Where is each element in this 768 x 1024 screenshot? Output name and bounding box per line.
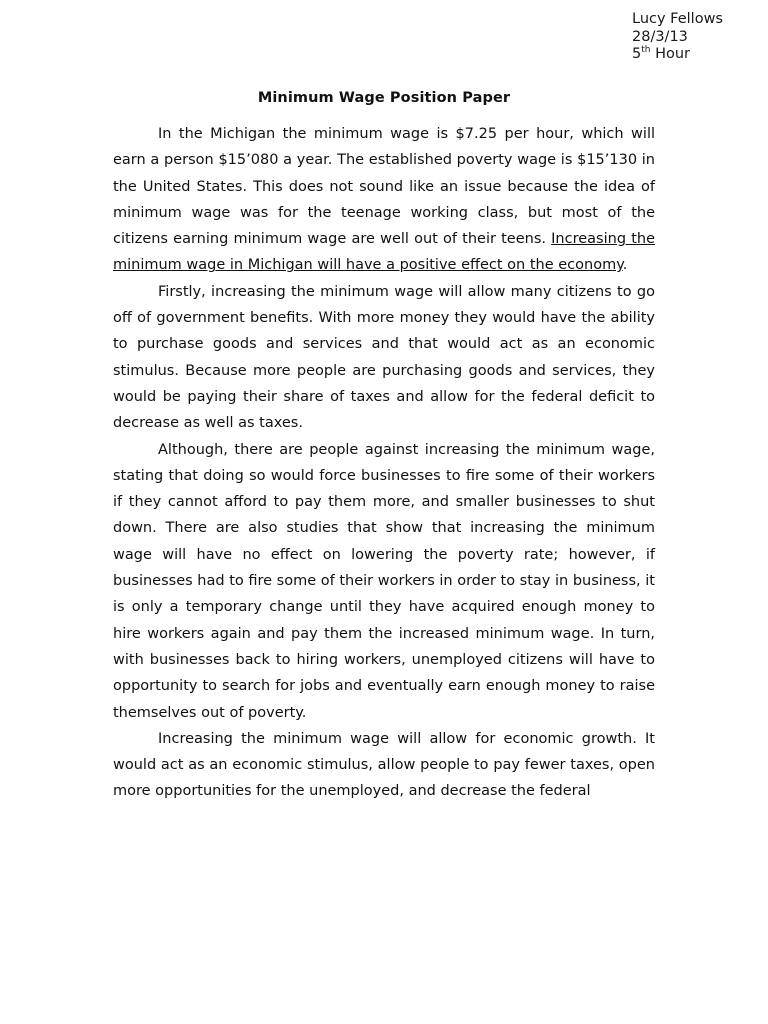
period-suffix: th: [641, 45, 651, 56]
intro-period: .: [622, 257, 628, 274]
thesis-statement: Increasing the minimum wage in Michigan will have a positive effect on the economy: [113, 231, 655, 274]
paper-title: Minimum Wage Position Paper: [257, 90, 511, 106]
paragraph-conclusion: Increasing the minimum wage will allow for economic growth. It would act as an economic stimulus, allow people to pay fewer taxes, open more opportunities for the unemployed, and decrease the federal: [113, 730, 655, 800]
class-period: [632, 46, 723, 64]
period-number: 5: [632, 46, 642, 62]
author-name: Lucy Fellows: [632, 11, 723, 27]
paragraph-intro: [113, 121, 655, 279]
paragraph-counterargument: Although, there are people against increasing the minimum wage, stating that doing so would force businesses to fire some of their workers if they cannot afford to pay them more, and smaller businesses to shut down. There are also studies that show that increasing the minimum wage will have no effect on lowering the poverty rate; however, if businesses had to fire some of their workers in order to stay in business, it is only a temporary change until they have acquired enough money to hire workers again and pay them the increased minimum wage. In turn, with businesses back to hiring workers, unemployed citizens will have to opportunity to search for jobs and eventually earn enough money to raise themselves out of poverty.: [113, 441, 655, 721]
document-date: 28/3/13: [632, 28, 688, 45]
paper-body: [113, 121, 655, 805]
intro-text: In the Michigan the minimum wage is $7.25 per hour, which will earn a person $15’080 a year. The established poverty wage is $15’130 in the United States. This does not sound like an issue because the idea of minimum wage was for the teenage working class, but most of the citizens earning minimum wage are well out of their teens.: [113, 126, 655, 248]
period-label: Hour: [655, 46, 691, 62]
paragraph-benefits: Firstly, increasing the minimum wage will allow many citizens to go off of government benefits. With more money they would have the ability to purchase goods and services and that would act as an economic stimulus. Because more people are purchasing goods and services, they would be paying their share of taxes and allow for the federal deficit to decrease as well as taxes.: [113, 283, 655, 432]
header-block: [632, 11, 723, 64]
